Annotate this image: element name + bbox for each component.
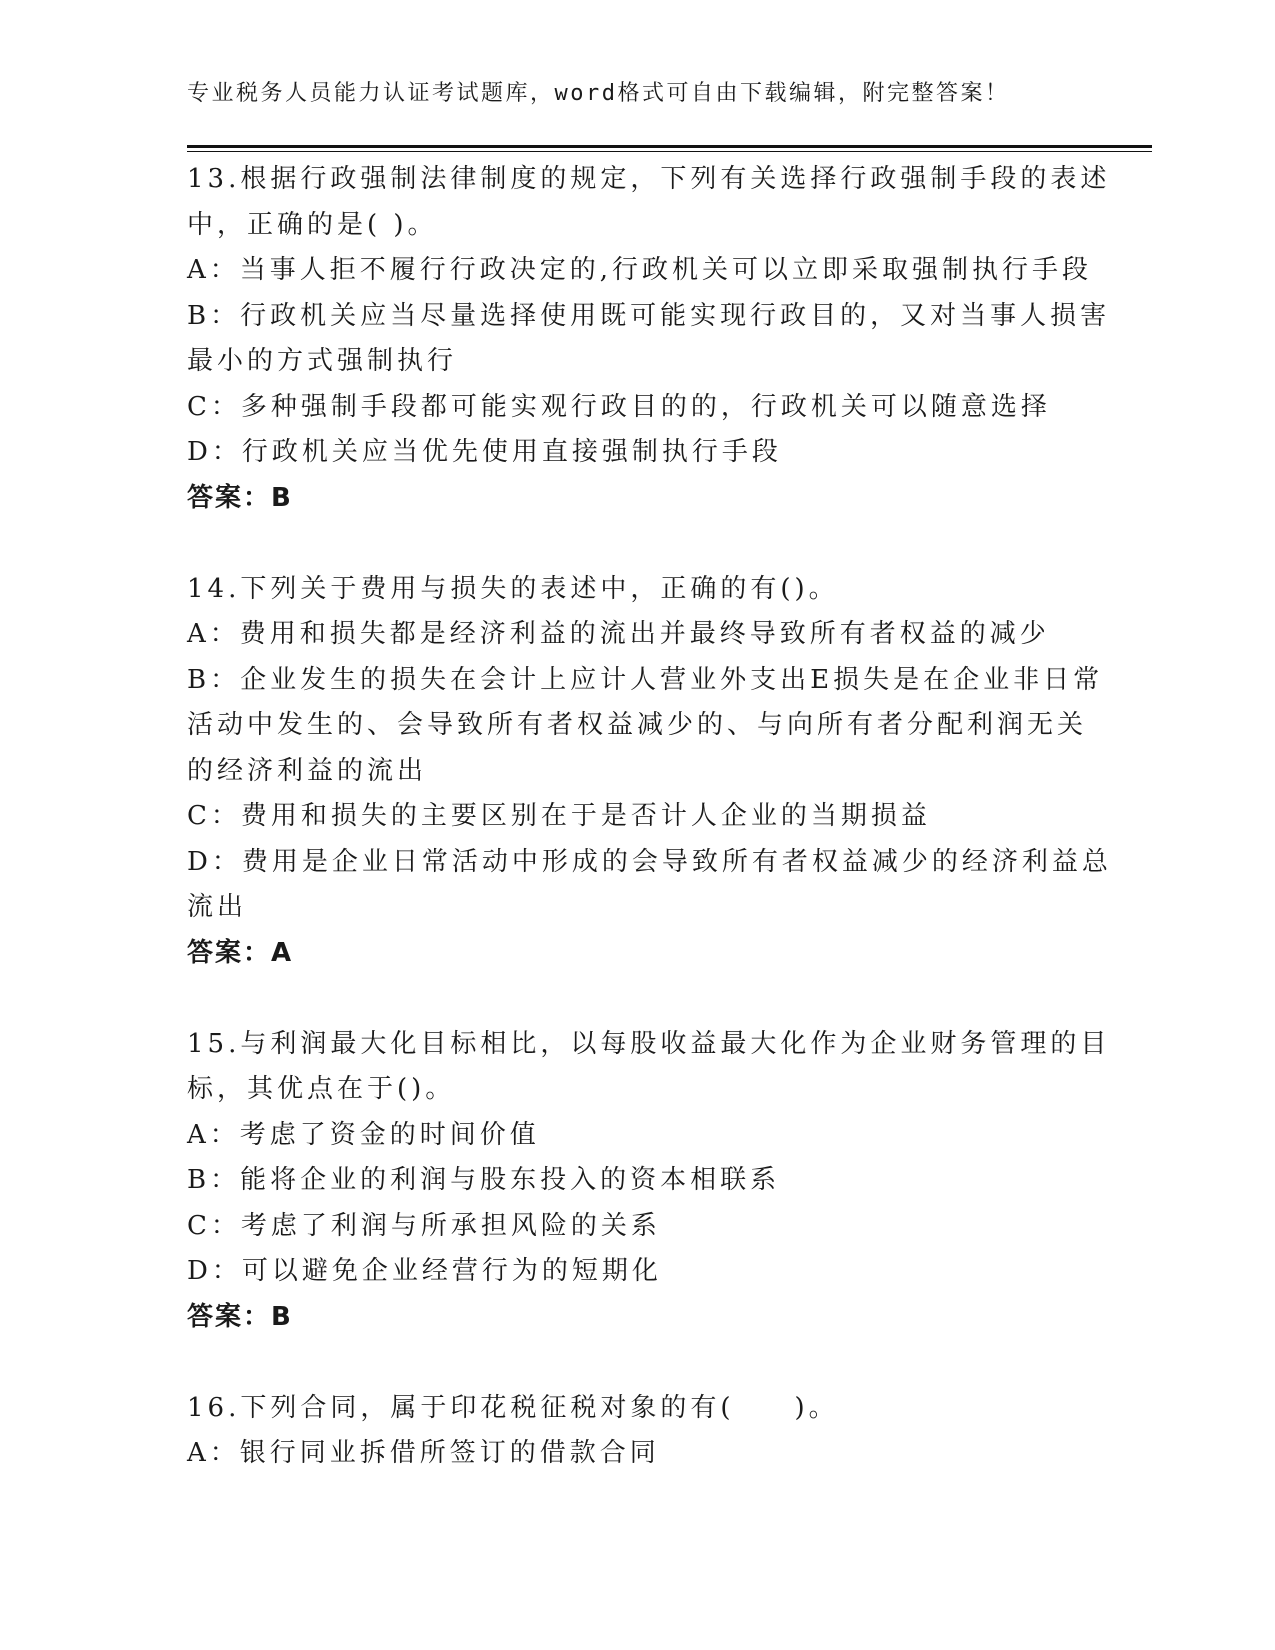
option-text: D：可以避免企业经营行为的短期化 xyxy=(187,1256,662,1286)
option-text: 流出 xyxy=(187,892,248,922)
answer-label: 答案：A xyxy=(187,937,294,968)
option-text: 最小的方式强制执行 xyxy=(187,346,458,376)
option-text: A：费用和损失都是经济利益的流出并最终导致所有者权益的减少 xyxy=(187,619,1050,649)
option-text: B：企业发生的损失在会计上应计人营业外支出E损失是在企业非日常 xyxy=(187,664,1104,695)
question-stem: 标，其优点在于()。 xyxy=(187,1074,456,1104)
question-stem: 16.下列合同，属于印花税征税对象的有( )。 xyxy=(187,1392,839,1423)
question-stem: 13.根据行政强制法律制度的规定，下列有关选择行政强制手段的表述 xyxy=(187,164,1111,194)
question-stem: 14.下列关于费用与损失的表述中，正确的有()。 xyxy=(187,573,839,604)
option-text: D：行政机关应当优先使用直接强制执行手段 xyxy=(187,437,782,467)
header-divider-thick xyxy=(187,145,1152,148)
question-spacer xyxy=(187,1340,1087,1386)
question-spacer xyxy=(187,976,1087,1022)
question-stem: 中，正确的是( )。 xyxy=(187,209,438,240)
option-text: A：银行同业拆借所签订的借款合同 xyxy=(187,1438,660,1468)
header-divider-thin xyxy=(187,151,1152,152)
option-text: A：考虑了资金的时间价值 xyxy=(187,1119,540,1150)
answer-label: 答案：B xyxy=(187,1301,293,1332)
option-text: A：当事人拒不履行行政决定的,行政机关可以立即采取强制执行手段 xyxy=(187,255,1093,285)
option-text: D：费用是企业日常活动中形成的会导致所有者权益减少的经济利益总 xyxy=(187,846,1112,877)
answer-label: 答案：B xyxy=(187,482,293,513)
option-text: B：行政机关应当尽量选择使用既可能实现行政目的，又对当事人损害 xyxy=(187,300,1111,331)
option-text: C：费用和损失的主要区别在于是否计人企业的当期损益 xyxy=(187,801,931,831)
option-text: C：考虑了利润与所承担风险的关系 xyxy=(187,1210,661,1241)
question-spacer xyxy=(187,521,1087,567)
option-text: 活动中发生的、会导致所有者权益减少的、与向所有者分配利润无关 xyxy=(187,710,1088,740)
option-text: 的经济利益的流出 xyxy=(187,755,428,786)
option-text: B：能将企业的利润与股东投入的资本相联系 xyxy=(187,1165,781,1195)
option-text: C：多种强制手段都可能实观行政目的的，行政机关可以随意选择 xyxy=(187,391,1051,422)
question-list xyxy=(187,157,1112,1477)
page-header-title: 专业税务人员能力认证考试题库，word格式可自由下载编辑，附完整答案！ xyxy=(187,81,1010,106)
question-stem: 15.与利润最大化目标相比，以每股收益最大化作为企业财务管理的目 xyxy=(187,1028,1111,1059)
